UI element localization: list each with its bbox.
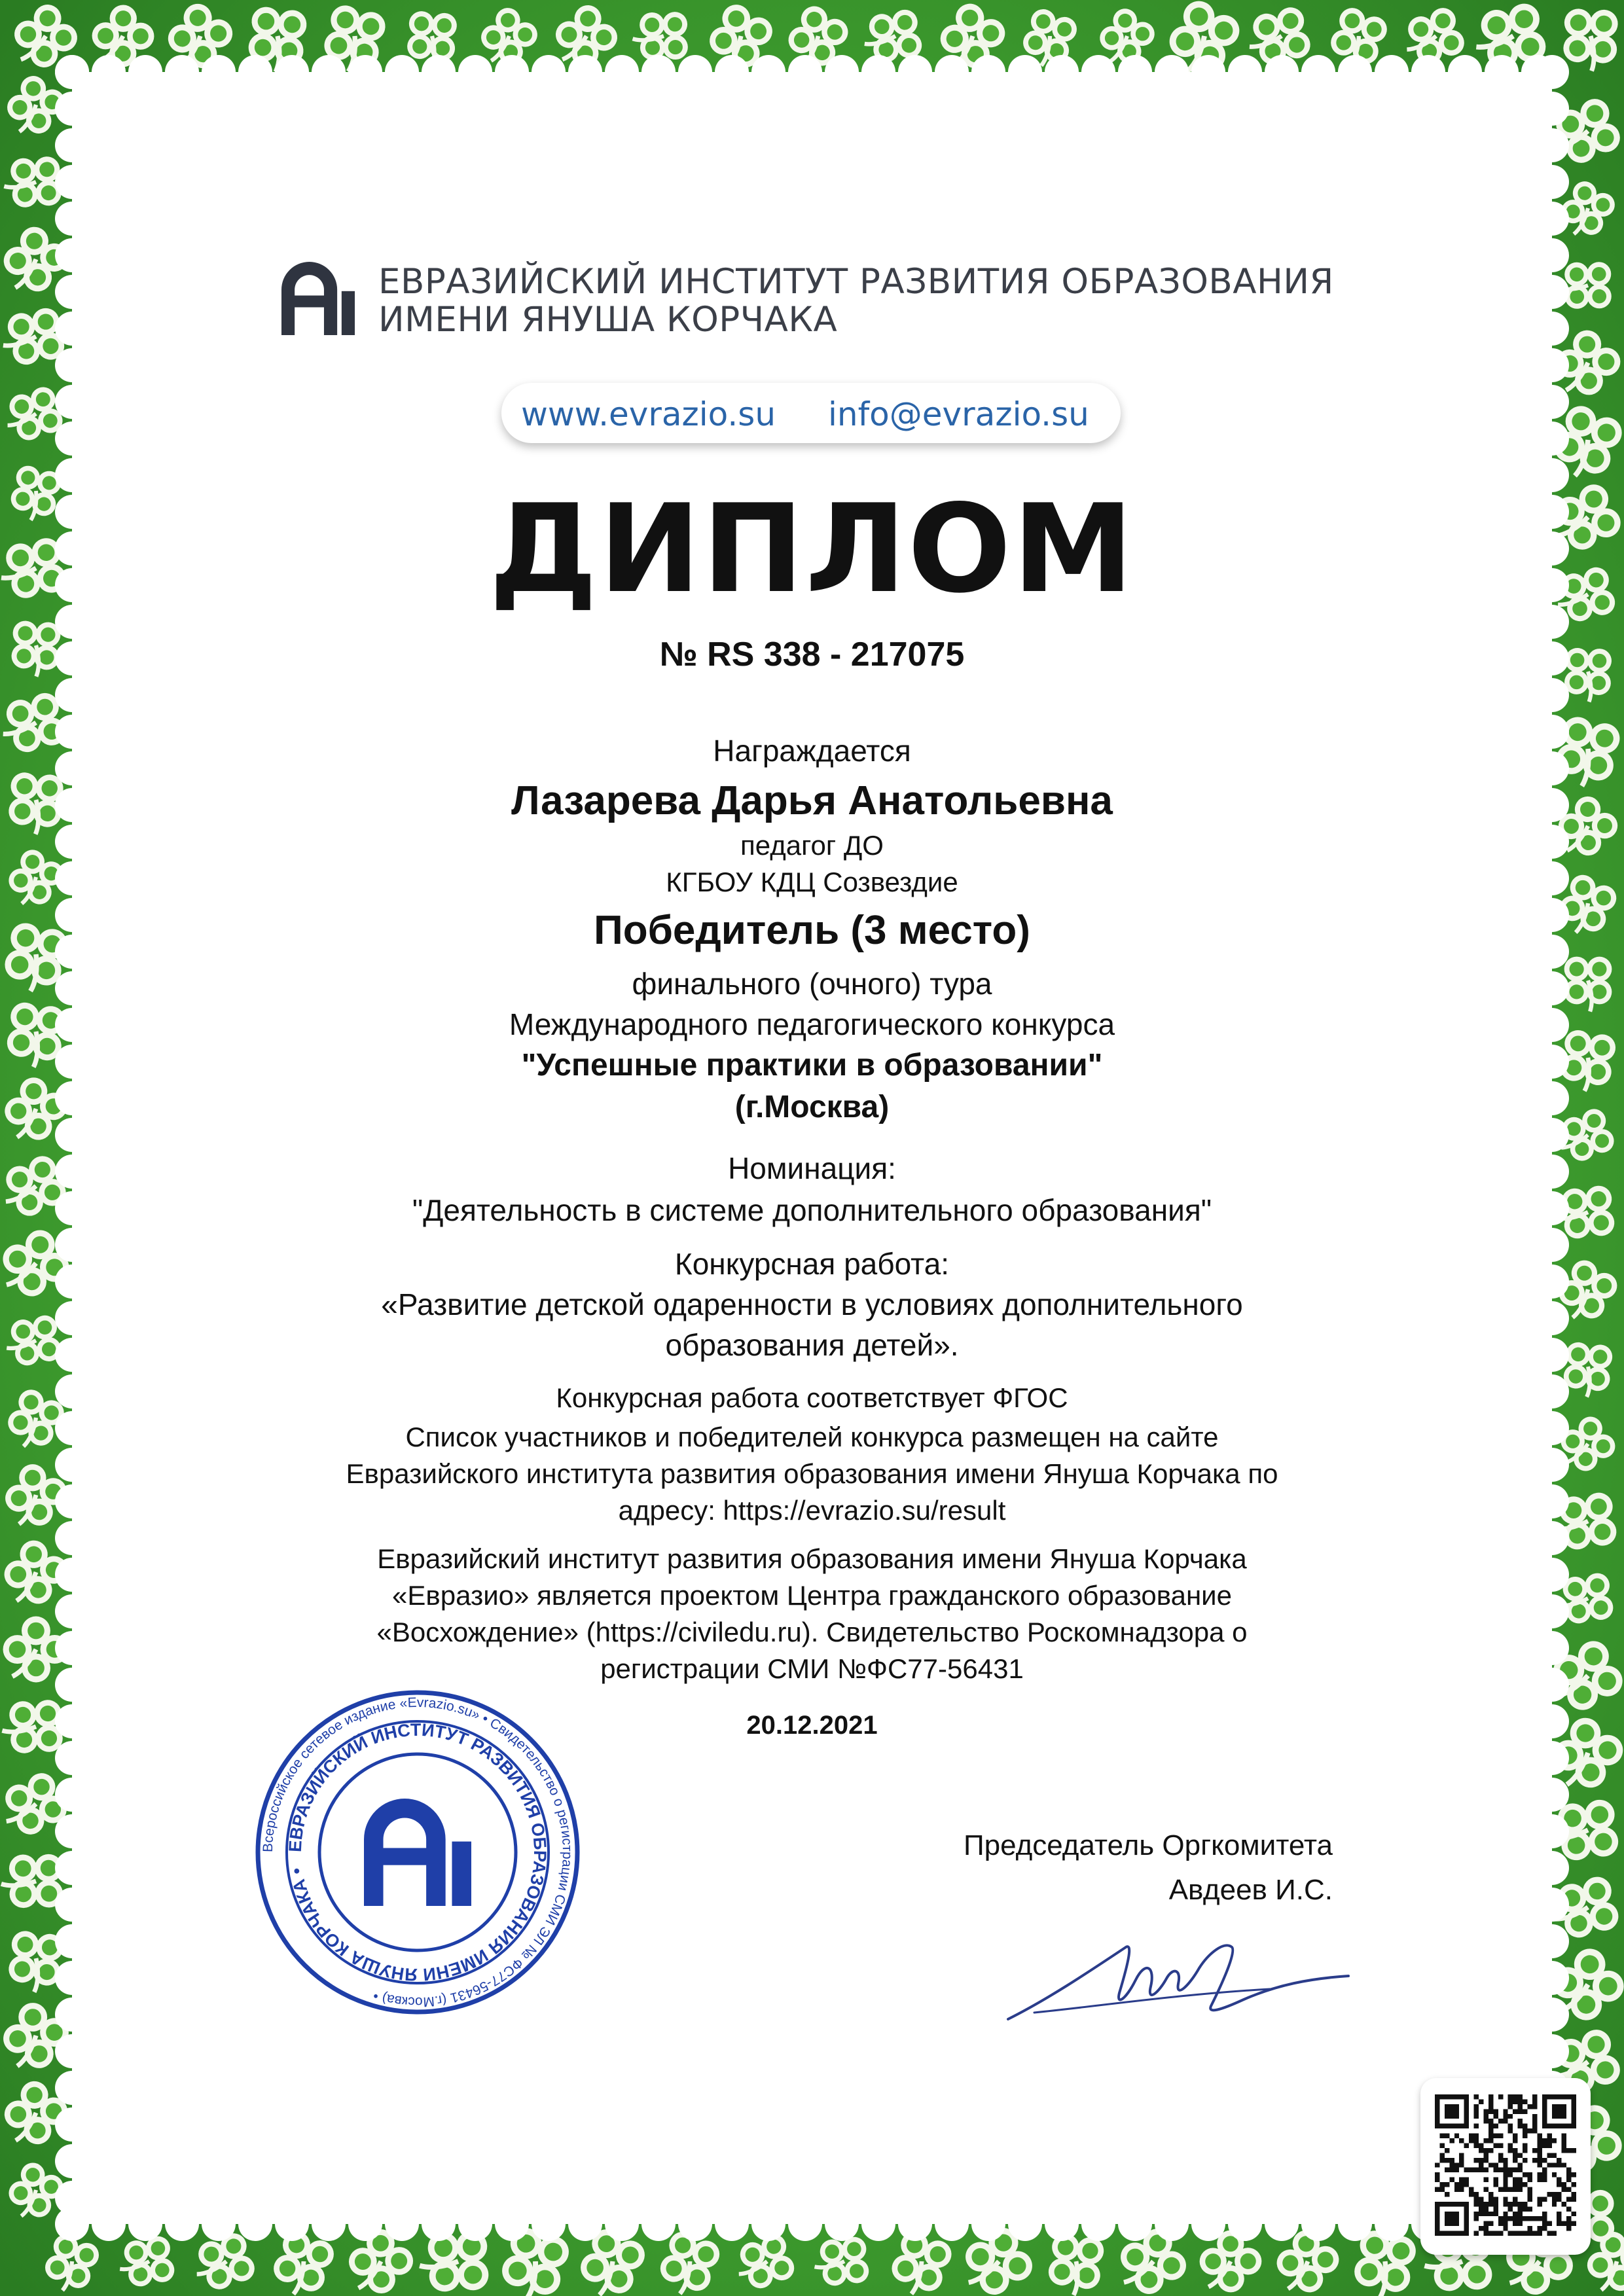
award-place: Победитель (3 место) xyxy=(594,908,1030,953)
awarded-label: Награждается xyxy=(713,734,911,768)
about-line4: регистрации СМИ №ФС77-56431 xyxy=(600,1653,1024,1684)
results-line2: Евразийского института развития образования имени Януша Корчака по xyxy=(346,1458,1278,1489)
issue-date: 20.12.2021 xyxy=(746,1711,878,1740)
org-name-line2: ИМЕНИ ЯНУША КОРЧАКА xyxy=(378,300,838,340)
diploma-title: ДИПЛОМ xyxy=(489,478,1135,620)
nomination-value: "Деятельность в системе дополнительного образования" xyxy=(412,1193,1212,1227)
contest-city: (г.Москва) xyxy=(734,1090,890,1124)
org-name-line1: ЕВРАЗИЙСКИЙ ИНСТИТУТ РАЗВИТИЯ ОБРАЗОВАНИЯ xyxy=(378,262,1334,302)
signatory-title: Председатель Оргкомитета xyxy=(963,1829,1333,1861)
results-line1: Список участников и победителей конкурса размещен на сайте xyxy=(405,1422,1219,1452)
about-line1: Евразийский институт развития образования имени Януша Корчака xyxy=(377,1543,1247,1574)
recipient-organization: КГБОУ КДЦ Созвездие xyxy=(666,867,958,897)
results-line3: адресу: https://evrazio.su/result xyxy=(618,1495,1006,1526)
work-title-line2: образования детей». xyxy=(665,1328,959,1362)
recipient-name: Лазарева Дарья Анатольевна xyxy=(511,778,1113,823)
contest-type: Международного педагогического конкурса xyxy=(509,1007,1115,1041)
recipient-position: педагог ДО xyxy=(740,830,884,861)
qr-code-icon[interactable] xyxy=(1435,2094,1576,2236)
handwritten-signature xyxy=(995,1921,1362,2052)
contest-stage: финального (очного) тура xyxy=(632,967,992,1001)
nomination-label: Номинация: xyxy=(728,1151,896,1185)
fgos-note: Конкурсная работа соответствует ФГОС xyxy=(556,1382,1068,1413)
work-title-line1: «Развитие детской одаренности в условиях дополнительного xyxy=(381,1287,1243,1321)
about-line3: «Восхождение» (https://civiledu.ru). Свидетельство Роскомнадзора о xyxy=(376,1617,1248,1647)
website-link[interactable]: www.evrazio.su xyxy=(521,395,776,433)
signatory-name: Авдеев И.С. xyxy=(1168,1874,1333,1906)
diploma-number: № RS 338 - 217075 xyxy=(659,636,965,673)
email-link[interactable]: info@evrazio.su xyxy=(828,395,1089,433)
official-stamp xyxy=(254,1689,581,2016)
contest-name: "Успешные практики в образовании" xyxy=(521,1048,1103,1083)
stamp-outer-text: Всероссийское сетевое издание «Evrazio.su» • Свидетельство о регистрации СМИ ЭЛ № ФС77-56431 (г.Москва) • xyxy=(260,1695,575,2010)
about-line2: «Евразио» является проектом Центра гражданского образование xyxy=(392,1580,1232,1611)
work-label: Конкурсная работа: xyxy=(674,1247,950,1281)
stamp-inner-text: ЕВРАЗИЙСКИЙ ИНСТИТУТ РАЗВИТИЯ ОБРАЗОВАНИЯ ИМЕНИ ЯНУША КОРЧАКА • xyxy=(285,1719,550,1985)
evrazio-logo-icon xyxy=(281,262,355,335)
